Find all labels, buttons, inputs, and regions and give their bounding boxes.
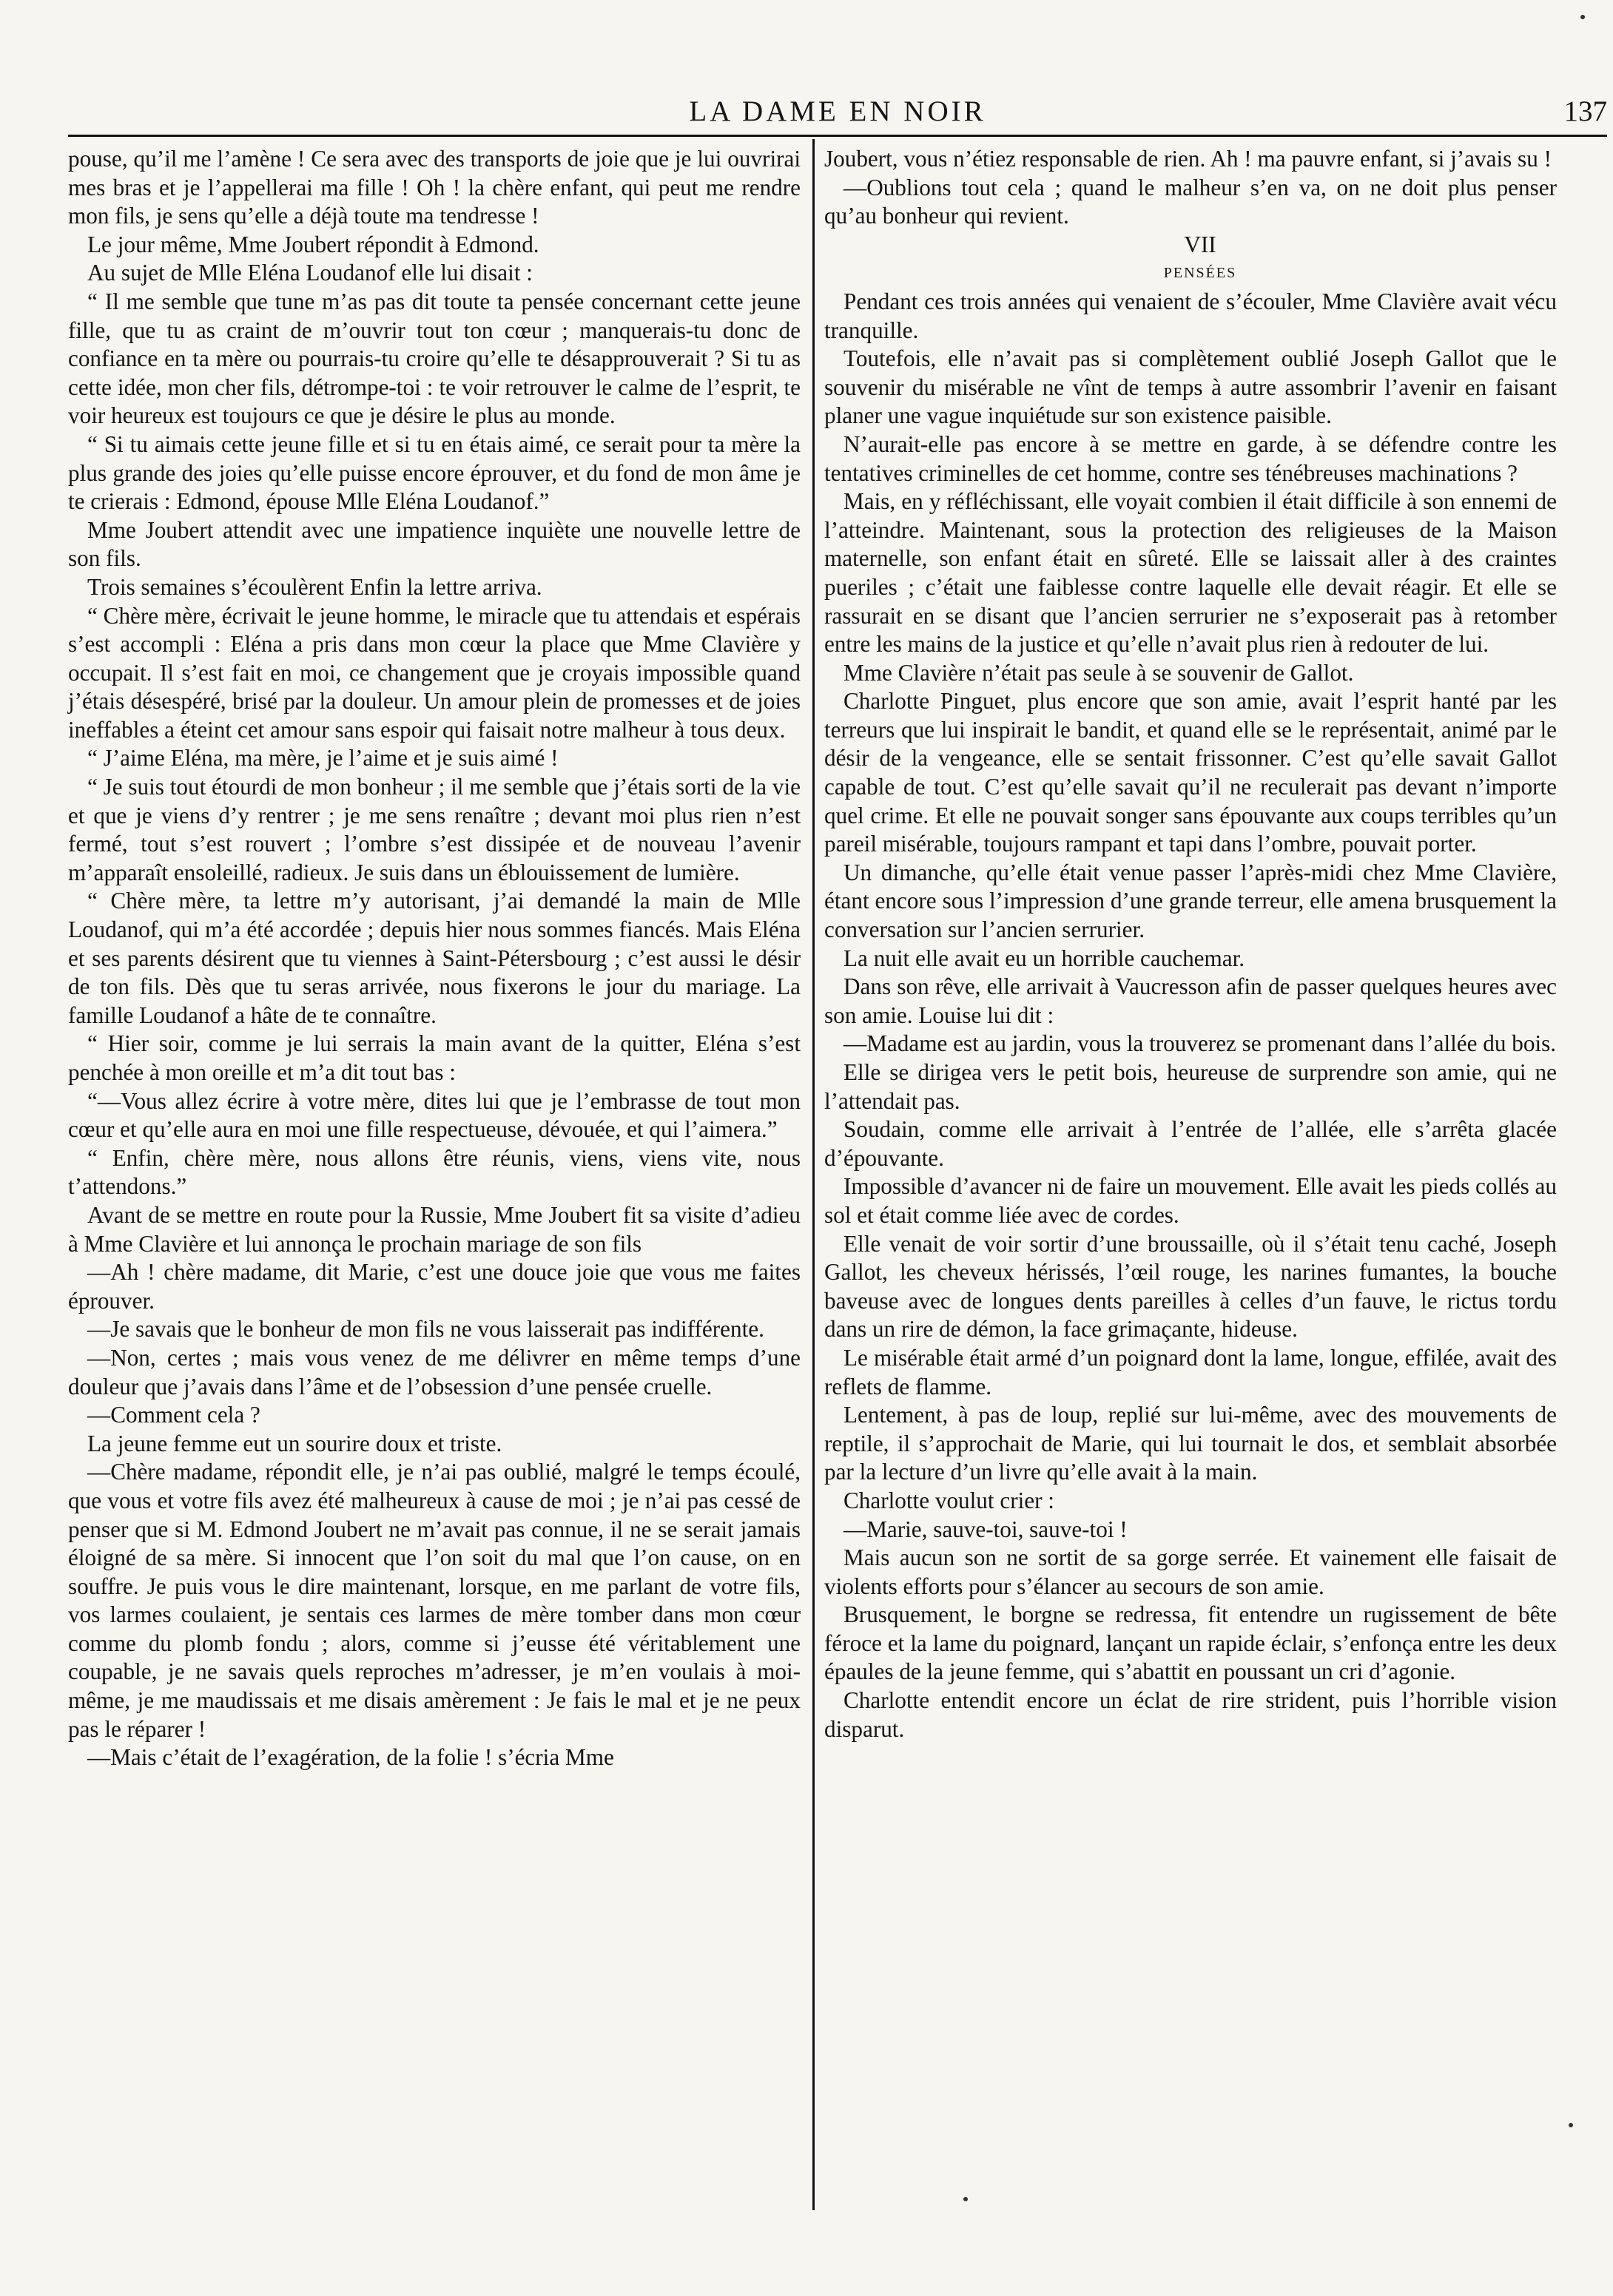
paragraph: Charlotte entendit encore un éclat de rire strident, puis l’horrible vision disparut. <box>824 1687 1557 1742</box>
paragraph: Soudain, comme elle arrivait à l’entrée de l’allée, elle s’arrêta glacée d’épouvante. <box>824 1116 1557 1171</box>
paragraph: La jeune femme eut un sourire doux et triste. <box>87 1430 502 1456</box>
header-rule <box>68 135 1607 137</box>
paragraph: —Oublions tout cela ; quand le malheur s’en va, on ne doit plus penser qu’au bonheur qui revient. <box>824 174 1557 229</box>
paragraph: Mais, en y réfléchissant, elle voyait combien il était difficile à son ennemi de l’atteindre. Maintenant, sous la protection des religieuses de la Maison maternelle, son enfant était en sûreté. Elle se laissait aller à des craintes pueriles ; c’était une faiblesse contre laquelle elle devait réagir. Et elle se rassurait en se disant que l’ancien serrurier ne s’exposerait pas à retomber entre les mains de la justice et qu’elle n’avait plus rien à redouter de lui. <box>824 488 1557 658</box>
paragraph: —Je savais que le bonheur de mon fils ne vous laisserait pas indifférente. <box>87 1316 764 1343</box>
paragraph: —Mais c’était de l’exagération, de la folie ! s’écria Mme <box>87 1744 614 1771</box>
paragraph: “ Si tu aimais cette jeune fille et si tu en étais aimé, ce serait pour ta mère la plus grande des joies qu’elle puisse encore éprouver, et du fond de mon âme je te crierais : Edmond, épouse Mlle Eléna Loudanof.” <box>68 430 801 515</box>
ink-speck <box>963 2197 968 2201</box>
ink-speck <box>1580 15 1585 19</box>
paragraph: —Non, certes ; mais vous venez de me délivrer en même temps d’une douleur que j’avais dans l’âme et de l’obsession d’une pensée cruelle. <box>68 1344 801 1399</box>
paragraph: Joubert, vous n’étiez responsable de rien. Ah ! ma pauvre enfant, si j’avais su ! <box>824 146 1552 172</box>
paragraph: “ Enfin, chère mère, nous allons être réunis, viens, viens vite, nous t’attendons.” <box>68 1144 801 1200</box>
page-header <box>68 89 1607 138</box>
running-title: LA DAME EN NOIR <box>689 95 986 127</box>
right-column <box>824 145 1557 1743</box>
paragraph: —Comment cela ? <box>87 1402 260 1428</box>
chapter-number: VII <box>1184 231 1216 257</box>
paragraph: “—Vous allez écrire à votre mère, dites lui que je l’embrasse de tout mon cœur et qu’elle aura en moi une fille respectueuse, dévouée, et qui l’aimera.” <box>68 1087 801 1143</box>
paragraph: —Madame est au jardin, vous la trouverez se promenant dans l’allée du bois. <box>843 1030 1557 1057</box>
paragraph: Charlotte Pinguet, plus encore que son amie, avait l’esprit hanté par les terreurs que lui inspirait le bandit, et quand elle se le représentait, animé par le désir de la vengeance, elle se sentait frissonner. C’est qu’elle savait Gallot capable de tout. C’est qu’elle savait qu’il ne reculerait pas devant n’importe quel crime. Et elle ne pouvait songer sans épouvante aux coups terribles qu’un pareil misérable, toujours rampant et tapi dans l’ombre, pouvait porter. <box>824 688 1557 857</box>
page-number: 137 <box>1563 95 1607 127</box>
paragraph: Trois semaines s’écoulèrent Enfin la lettre arriva. <box>87 573 542 600</box>
paragraph: Charlotte voulut crier : <box>843 1487 1054 1513</box>
paragraph: La nuit elle avait eu un horrible cauchemar. <box>843 945 1245 971</box>
paragraph: N’aurait-elle pas encore à se mettre en garde, à se défendre contre les tentatives criminelles de cet homme, contre ses ténébreuses machinations ? <box>824 430 1557 486</box>
paragraph: Mme Clavière n’était pas seule à se souvenir de Gallot. <box>843 659 1354 686</box>
ink-speck <box>1569 2123 1573 2127</box>
paragraph: Mme Joubert attendit avec une impatience inquiète une nouvelle lettre de son fils. <box>68 516 801 572</box>
paragraph: Le jour même, Mme Joubert répondit à Edmond. <box>87 231 539 257</box>
paragraph: “ J’aime Eléna, ma mère, je l’aime et je suis aimé ! <box>87 745 559 771</box>
paragraph: Lentement, à pas de loup, replié sur lui-même, avec des mouvements de reptile, il s’approchait de Marie, qui lui tournait le dos, et semblait absorbée par la lecture d’un livre qu’elle avait à la main. <box>824 1402 1557 1485</box>
chapter-title: PENSÉES <box>1163 265 1237 282</box>
paragraph: “ Chère mère, écrivait le jeune homme, le miracle que tu attendais et espérais s’est accompli : Eléna a pris dans mon cœur la place que Mme Clavière y occupait. Il s’est fait en moi, ce changement que je croyais impossible quand j’étais désespéré, brisé par la douleur. Un amour plein de promesses et de joies ineffables a éteint cet amour sans espoir qui faisait notre malheur à tous deux. <box>68 602 801 743</box>
column-divider <box>812 139 815 2210</box>
paragraph: Dans son rêve, elle arrivait à Vaucresson afin de passer quelques heures avec son amie. Louise lui dit : <box>824 973 1557 1028</box>
paragraph: —Ah ! chère madame, dit Marie, c’est une douce joie que vous me faites éprouver. <box>68 1259 801 1314</box>
paragraph: Elle venait de voir sortir d’une broussaille, où il s’était tenu caché, Joseph Gallot, les cheveux hérissés, l’œil rouge, les narines fumantes, la bouche baveuse avec de longues dents pareilles à celles d’un fauve, le rictus tordu dans un rire de démon, la face grimaçante, hideuse. <box>824 1230 1557 1343</box>
paragraph: —Chère madame, répondit elle, je n’ai pas oublié, malgré le temps écoulé, que vous et votre fils avez été malheureux à cause de moi ; je n’ai pas cessé de penser que si M. Edmond Joubert ne m’avait pas connue, il ne se serait jamais éloigné de sa mère. Si innocent que l’on soit du mal que l’on cause, on en souffre. Je puis vous le dire maintenant, lorsque, en me parlant de votre fils, vos larmes coulaient, je sentais ces larmes de mère tomber dans mon cœur comme du plomb fondu ; alors, comme si j’eusse été véritablement une coupable, je ne savais quels reproches m’adresser, je m’en voulais à moi-même, je me maudissais et me disais amèrement : Je fais le mal et je ne peux pas le réparer ! <box>68 1459 801 1742</box>
paragraph: Le misérable était armé d’un poignard dont la lame, longue, effilée, avait des reflets de flamme. <box>824 1344 1557 1399</box>
paragraph: Impossible d’avancer ni de faire un mouvement. Elle avait les pieds collés au sol et était comme liée avec de cordes. <box>824 1173 1557 1228</box>
paragraph: pouse, qu’il me l’amène ! Ce sera avec des transports de joie que je lui ouvrirai mes bras et je l’appellerai ma fille ! Oh ! la chère enfant, qui peut me rendre mon fils, je sens qu’elle a déjà toute ma tendresse ! <box>68 146 801 229</box>
paragraph: Toutefois, elle n’avait pas si complètement oublié Joseph Gallot que le souvenir du misérable ne vînt de temps à autre assombrir l’avenir en faisant planer une vague inquiétude sur son existence paisible. <box>824 345 1557 429</box>
paragraph: “ Il me semble que tune m’as pas dit toute ta pensée concernant cette jeune fille, que tu as craint de m’ouvrir tout ton cœur ; manquerais-tu donc de confiance en ta mère ou pourrais-tu croire qu’elle te désapprouverait ? Si tu as cette idée, mon cher fils, détrompe-toi : te voir retrouver le calme de l’esprit, te voir heureux est toujours ce que je désire le plus au monde. <box>68 288 801 429</box>
paragraph: “ Chère mère, ta lettre m’y autorisant, j’ai demandé la main de Mlle Loudanof, qui m’a été accordée ; depuis hier nous sommes fiancés. Mais Eléna et ses parents désirent que tu viennes à Saint-Pétersbourg ; c’est aussi le désir de ton fils. Dès que tu seras arrivée, nous fixerons le jour du mariage. La famille Loudanof a hâte de te connaître. <box>68 888 801 1028</box>
paragraph: Un dimanche, qu’elle était venue passer l’après-midi chez Mme Clavière, étant encore sous l’impression d’une grande terreur, elle amena brusquement la conversation sur l’ancien serrurier. <box>824 859 1557 943</box>
paragraph: Pendant ces trois années qui venaient de s’écouler, Mme Clavière avait vécu tranquille. <box>824 288 1557 343</box>
left-column <box>68 145 801 1772</box>
paragraph: “ Hier soir, comme je lui serrais la main avant de la quitter, Eléna s’est penchée à mon oreille et m’a dit tout bas : <box>68 1030 801 1085</box>
paragraph: —Marie, sauve-toi, sauve-toi ! <box>843 1516 1128 1542</box>
paragraph: Brusquement, le borgne se redressa, fit entendre un rugissement de bête féroce et la lame du poignard, lançant un rapide éclair, s’enfonça entre les deux épaules de la jeune femme, qui s’abattit en poussant un cri d’agonie. <box>824 1601 1557 1685</box>
paragraph: Elle se dirigea vers le petit bois, heureuse de surprendre son amie, qui ne l’attendait pas. <box>824 1059 1557 1114</box>
paragraph: “ Je suis tout étourdi de mon bonheur ; il me semble que j’étais sorti de la vie et que je viens d’y rentrer ; je me sens renaître ; devant moi plus rien n’est fermé, tout s’est rouvert ; l’ombre s’est dissipée et de nouveau l’avenir m’apparaît ensoleillé, radieux. Je suis dans un éblouissement de lumière. <box>68 774 801 885</box>
paragraph: Au sujet de Mlle Eléna Loudanof elle lui disait : <box>87 260 533 286</box>
paragraph: Avant de se mettre en route pour la Russie, Mme Joubert fit sa visite d’adieu à Mme Clavière et lui annonça le prochain mariage de son fils <box>68 1201 801 1257</box>
paragraph: Mais aucun son ne sortit de sa gorge serrée. Et vainement elle faisait de violents efforts pour s’élancer au secours de son amie. <box>824 1544 1557 1599</box>
